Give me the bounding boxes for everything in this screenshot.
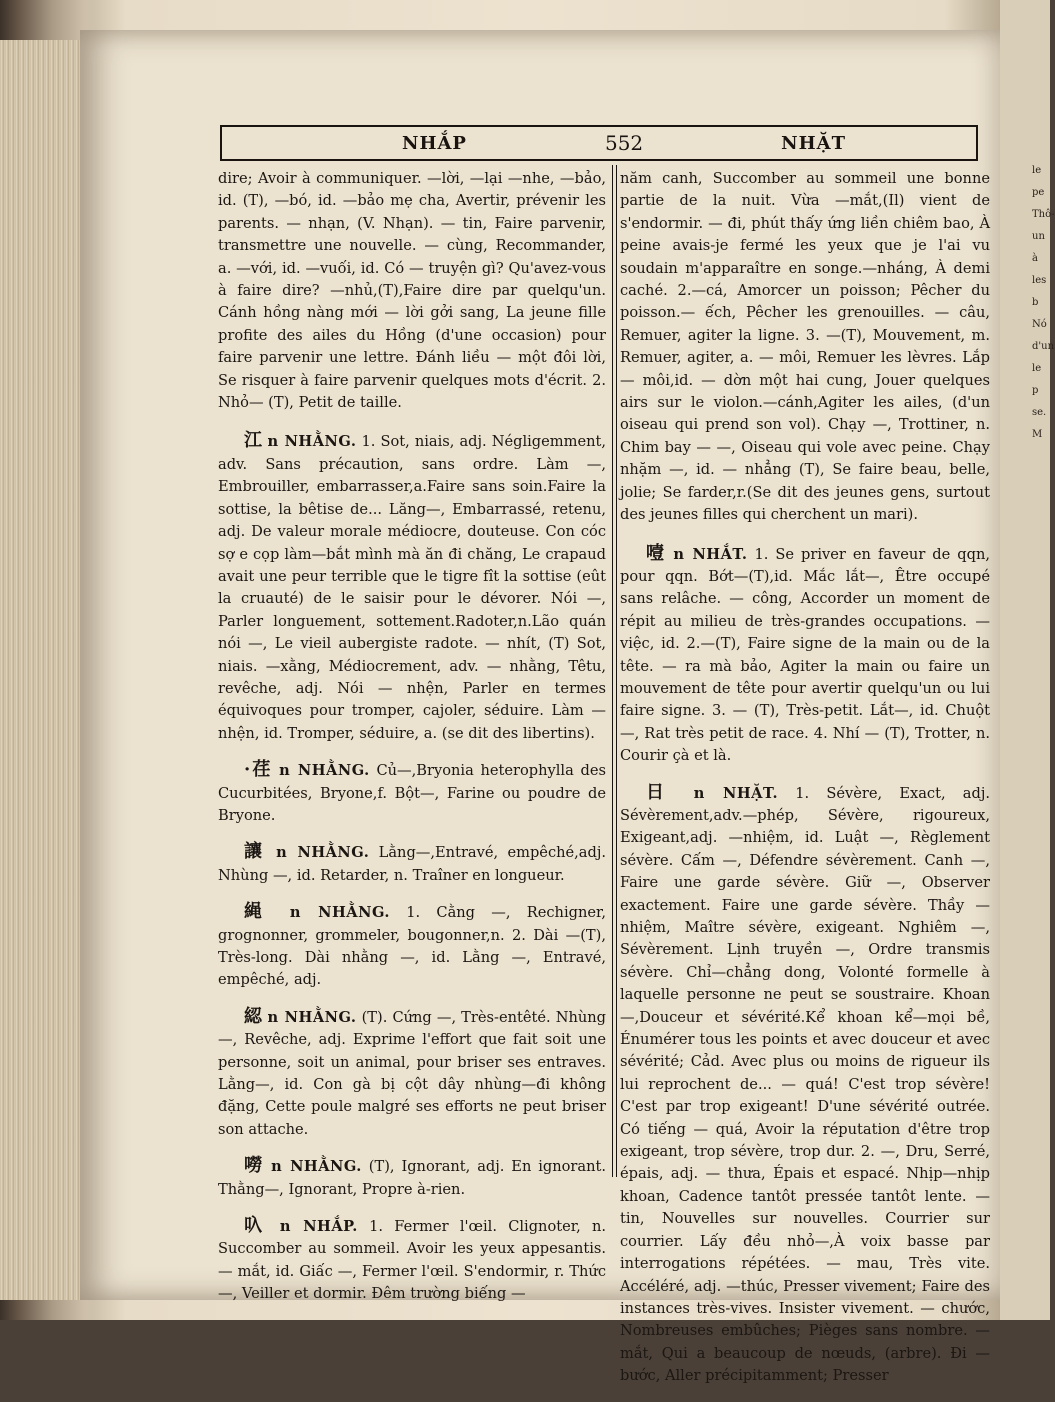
next-page-fragment xyxy=(1000,0,1055,1320)
dictionary-entry xyxy=(620,543,990,768)
right-column xyxy=(620,168,990,1402)
dictionary-entry xyxy=(218,841,606,887)
fragment-line: un à xyxy=(1032,231,1045,264)
dictionary-entry xyxy=(620,168,990,527)
entry-text: năm canh, Succomber au sommeil une bonne partie de la nuit. Vừa —mắt,(Il) vient de s'endormir. — đi, phút thấy ứng liền chiêm bao, À peine avais-je fermé les yeux que je l'ai vu soudain m'apparaître en songe.—nháng, À demi caché. 2.—cá, Amorcer un poisson; Pêcher du poisson.— ếch, Pêcher les grenouilles. — câu, Remuer, agiter la ligne. 3. —(T), Mouvement, m. Remuer, agiter, a. — môi, Remuer les lèvres. Lắp — môi,id. — dờn một hai cung, Jouer quelques airs sur le violon.—cánh,Agiter les ailes, (d'un oiseau qui prend son vol). Chạy —, Trottiner, n. Chim bay — —, Oiseau qui vole avec peine. Chạy nhặm —, id. — nhẳng (T), Se faire beau, belle, jolie; Se farder,r.(Se dit des jeunes gens, surtout des jeunes filles qui cherchent un mari). xyxy=(620,170,990,524)
fragment-line: se. xyxy=(1032,407,1047,418)
entry-text: Củ—,Bryonia heterophylla des Cucurbitées, Bryone,f. Bột—, Farine ou poudre de Bryone. xyxy=(218,762,606,824)
fragment-line: Nó xyxy=(1032,319,1047,330)
entry-lemma: n NHẰNG. xyxy=(271,1158,362,1176)
entry-text: dire; Avoir à communiquer. —lời, —lại —nhe, —bảo, id. (T), —bó, id. —bảo mẹ cha, Avertir, prévenir les parents. — nhạn, (V. Nhạn). — tin, Faire parvenir, transmettre une nouvelle. — cùng, Recommander, a. —với, id. —vuối, id. Có — truyện gì? Qu'avez-vous à faire dire? —nhủ,(T),Faire dire par quelqu'un. Cánh hồng nàng mới — lời gởi sang, La jeune fille profite des ailes du Hồng (d'une occasion) pour faire parvenir une lettre. Đánh liều — một đôi lời, Se risquer à faire parvenir quelques mots d'écrit. 2. Nhỏ— (T), Petit de taille. xyxy=(218,170,606,412)
page-header xyxy=(220,125,978,161)
dictionary-entry xyxy=(218,901,606,992)
page-number: 552 xyxy=(604,131,644,155)
entry-lemma: n NHẰNG. xyxy=(289,904,390,922)
fragment-line: d'un xyxy=(1032,341,1055,352)
header-left-headword: NHẮP xyxy=(402,132,467,154)
entry-character: 叺 xyxy=(244,1215,269,1237)
entry-text: 1. Sévère, Exact, adj. Sévèrement,adv.—phép, Sévère, rigoureux, Exigeant,adj. —nhiệm, id. Luật —, Règlement sévère. Cấm —, Défendre sévèrement. Canh —, Faire une garde sévère. Giữ —, Observer exactement. Faire une garde sévère. Thầy — nhiệm, Maître sévère, exigeant. Nghiêm —, Sévèrement. Lịnh truyền —, Ordre transmis sévère. Chỉ—chẳng dong, Volonté formelle à laquelle personne ne peut se soustraire. Khoan—,Douceur et sévérité.Kể khoan kể—mọi bề, Énumérer tous les points et avec douceur et avec sévérité; Cảd. Avec plus ou moins de rigueur ils lui reprochent de... — quá! C'est trop sévère! C'est par trop exigeant! D'une sévérité outrée. Có tiếng — quá, Avoir la réputation d'être trop exigeant, trop sévère, trop dur. 2. —, Dru, Serré, épais, adj. — thưa, Épais et espacé. Nhịp—nhịp khoan, Cadence tantôt pressée tantôt lente. — tin, Nouvelles sur nouvelles. Courrier sur courrier. Lấy đều nhỏ—,À voix basse par interrogations répétées. — mau, Très vite. Accéléré, adj. —thúc, Presser vivement; Faire des instances très-vives. Insister vivement. — chước, Nombreuses embûches; Pièges sans nombre. —mắt, Qui a beaucoup de nœuds, (arbre). Đi — bước, Aller précipitamment; Presser xyxy=(620,784,990,1385)
fragment-line: les b xyxy=(1032,275,1047,308)
entry-lemma: n NHẮP. xyxy=(279,1218,358,1236)
fragment-line: Thô- xyxy=(1032,209,1055,220)
entry-lemma: n NHẰNG. xyxy=(276,844,370,862)
entry-lemma: n NHẰNG. xyxy=(267,1008,357,1026)
entry-lemma: n NHẰNG. xyxy=(267,433,357,451)
fragment-line: M xyxy=(1032,429,1043,440)
entry-text: 1. Sot, niais, adj. Négligemment, adv. Sans précaution, sans ordre. Làm —, Embrouiller, embarrasser,a.Faire sans soin.Faire la sottise, la bêtise de... Lăng—, Embarrassé, retenu, adj. De valeur morale médiocre, douteuse. Con cóc sợ e cọp làm—bắt mình mà ăn đi chăng, Le crapaud avait une peur terrible que le tigre fît la sottise (eût la cruauté) de le saisir pour le dévorer. Nói —, Parler longuement, sottement.Radoter,n.Lão quán nói —, Le vieil aubergiste radote. — nhít, (T) Sot, niais. —xằng, Médiocrement, adv. — nhằng, Têtu, revêche, adj. Nói — nhện, Parler en termes équivoques pour tromper, cajoler, séduire. Làm — nhện, id. Tromper, séduire, a. (se dit des libertins). xyxy=(218,433,606,742)
entry-character: 綛 xyxy=(244,1005,263,1027)
entry-text: Lằng—,Entravé, empêché,adj. Nhùng —, id. Retarder, n. Traîner en longueur. xyxy=(218,844,606,884)
entry-character: 江 xyxy=(244,430,263,452)
dictionary-entry xyxy=(218,1006,606,1141)
entry-character: 日 xyxy=(646,781,677,803)
dictionary-entry xyxy=(218,1215,606,1306)
dictionary-entry xyxy=(218,759,606,827)
header-right-headword: NHẶT xyxy=(781,132,846,154)
entry-text: 1. Cằng —, Rechigner, grognonner, grommeler, bougonner,n. 2. Dài —(T), Très-long. Dài nhằng —, id. Lằng —, Entravé, empêché, adj. xyxy=(218,904,606,989)
dictionary-entry xyxy=(218,1155,606,1201)
entry-text: 1. Se priver en faveur de qqn, pour qqn. Bớt—(T),id. Mắc lắt—, Être occupé sans relâche. — công, Accorder un moment de répit au milieu de très-grandes occupations. —việc, id. 2.—(T), Faire signe de la main ou de la tête. — ra mà bảo, Agiter la main ou faire un mouvement de tête pour avertir quelqu'un ou lui faire signe. 3. — (T), Très-petit. Lắt—, id. Chuột —, Rat très petit de race. 4. Nhí — (T), Trotter, n. Courir çà et là. xyxy=(620,545,991,765)
entry-text: (T). Cứng —, Très-entêté. Nhùng —, Revêche, adj. Exprime l'effort que fait soit une personne, soit un animal, pour briser ses entraves. Lằng—, id. Con gà bị cột dây nhùng—đi không đặng, Cette poule malgré ses efforts ne peut briser son attache. xyxy=(218,1008,607,1138)
column-divider xyxy=(612,165,617,1177)
entry-character: 讓 xyxy=(244,841,267,863)
entry-lemma: n NHẮT. xyxy=(673,545,748,563)
entry-text: (T), Ignorant, adj. En ignorant. Thằng—, Ignorant, Propre à-rien. xyxy=(218,1158,607,1198)
entry-lemma: n NHẶT. xyxy=(693,784,779,802)
entry-character: 䋲 xyxy=(244,901,274,923)
entry-text: 1. Fermer l'œil. Clignoter, n. Succomber au sommeil. Avoir les yeux appesantis. — mắt, id. Giấc —, Fermer l'œil. S'endormir, r. Thức—, Veiller et dormir. Đêm trường biếng — xyxy=(218,1218,607,1303)
entry-character: 嘮 xyxy=(244,1155,265,1177)
entry-lemma: n NHẰNG. xyxy=(279,762,370,780)
fragment-line: le p xyxy=(1032,363,1042,396)
dictionary-entry xyxy=(218,430,606,745)
dictionary-entry xyxy=(218,168,606,414)
fragment-line: le pe xyxy=(1032,165,1045,198)
entry-character: 噎 xyxy=(646,542,667,564)
left-column xyxy=(218,168,606,1320)
entry-character: ·荏 xyxy=(244,759,273,781)
dictionary-entry xyxy=(620,782,990,1388)
